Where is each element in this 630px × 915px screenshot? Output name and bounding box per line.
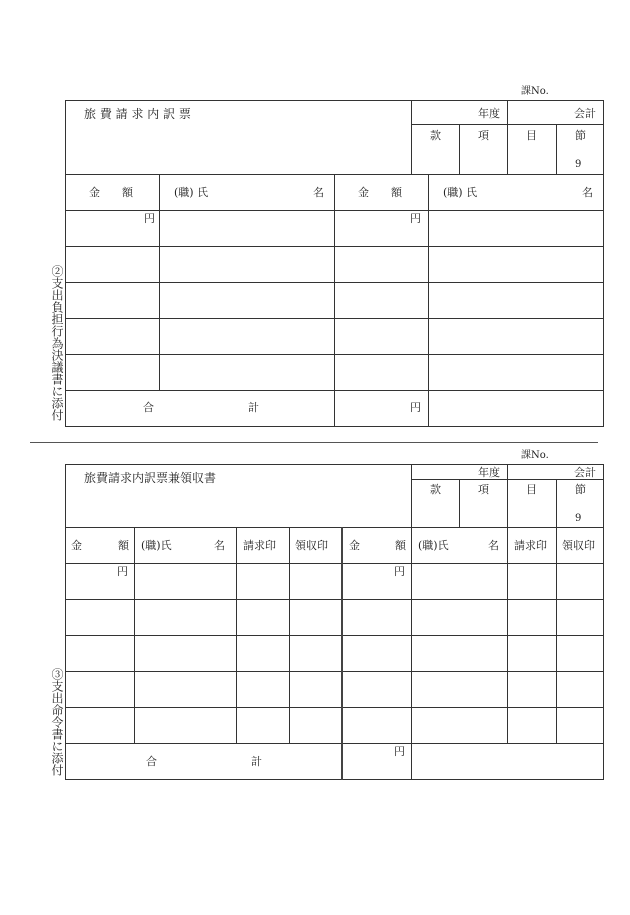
- account-label: 会計: [574, 466, 596, 479]
- receipt-seal-header-left: 領収印: [295, 539, 328, 552]
- section-number-label: 課No.: [521, 450, 549, 461]
- yen-unit-right: 円: [410, 212, 421, 225]
- fiscal-year-label: 年度: [478, 466, 500, 479]
- name-suffix-left: 名: [214, 539, 225, 552]
- setsu-number: 9: [575, 513, 582, 524]
- yen-unit-left: 円: [117, 565, 128, 578]
- total-label-second: 計: [248, 401, 259, 414]
- name-header-left: (職)氏: [141, 539, 172, 552]
- amount-header-gaku-left: 額: [118, 539, 129, 552]
- kou-label: 項: [478, 129, 489, 142]
- total-yen-unit: 円: [410, 401, 421, 414]
- request-seal-header-right: 請求印: [514, 539, 547, 552]
- receipt-seal-header-right: 領収印: [562, 539, 595, 552]
- yen-unit-left: 円: [144, 212, 155, 225]
- moku-label: 目: [526, 129, 537, 142]
- fiscal-year-label: 年度: [478, 107, 500, 120]
- section-divider: [30, 442, 598, 443]
- amount-header-kin-right: 金: [349, 539, 360, 552]
- yen-unit-right: 円: [394, 565, 405, 578]
- total-yen-unit: 円: [394, 745, 405, 758]
- form-title: 旅費請求内訳票兼領収書: [84, 471, 217, 485]
- setsu-number: 9: [575, 159, 582, 170]
- setsu-label: 節: [575, 483, 586, 496]
- name-suffix-left: 名: [313, 186, 324, 199]
- account-label: 会計: [574, 107, 596, 120]
- name-header-right: (職)氏: [418, 539, 449, 552]
- amount-header-gaku-right: 額: [395, 539, 406, 552]
- total-label-second: 計: [251, 755, 262, 768]
- total-label-first: 合: [146, 755, 157, 768]
- moku-label: 目: [526, 483, 537, 496]
- section-number-label: 課No.: [521, 86, 549, 97]
- name-header-right: (職) 氏: [443, 186, 478, 199]
- name-header-left: (職) 氏: [174, 186, 209, 199]
- kou-label: 項: [478, 483, 489, 496]
- kan-label: 款: [430, 483, 441, 496]
- amount-header-kin-left: 金: [71, 539, 82, 552]
- amount-header-left: 金 額: [89, 186, 133, 199]
- setsu-label: 節: [575, 129, 586, 142]
- kan-label: 款: [430, 129, 441, 142]
- total-label-first: 合: [143, 401, 154, 414]
- attachment-side-label: ③支出命令書に添付: [50, 668, 64, 776]
- name-suffix-right: 名: [582, 186, 593, 199]
- form-title: 旅 費 請 求 内 訳 票: [84, 107, 191, 121]
- name-suffix-right: 名: [488, 539, 499, 552]
- attachment-side-label: ②支出負担行為決議書に添付: [50, 265, 64, 421]
- amount-header-right: 金 額: [358, 186, 402, 199]
- request-seal-header-left: 請求印: [243, 539, 276, 552]
